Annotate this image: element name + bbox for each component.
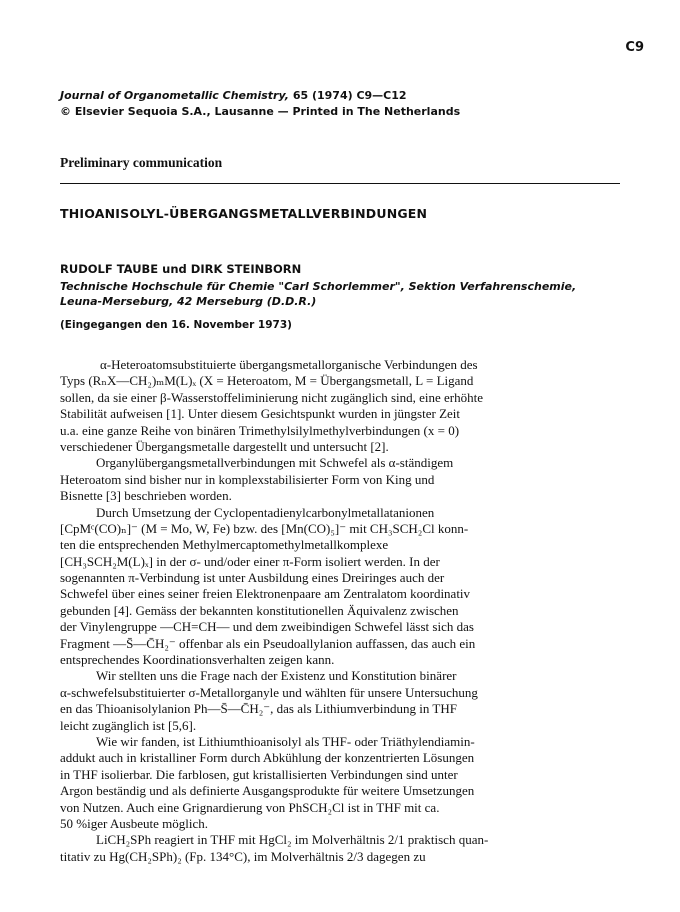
journal-citation [60,88,460,104]
affiliation-line: Leuna-Merseburg, 42 Merseburg (D.D.R.) [60,295,317,308]
body-line: Schwefel über eines seiner freien Elektronenpaare am Zentralatom koordinativ [60,586,471,602]
body-line: Fragment —S̄—C̄H₂⁻ offenbar als ein Pseudoallylanion auffassen, das auch ein [60,635,476,651]
affiliation-line: Technische Hochschule für Chemie "Carl Schorlemmer", Sektion Verfahrenschemie, [60,280,577,293]
body-line: α-Heteroatomsubstituierte übergangsmetallorganische Verbindungen des [100,357,478,372]
body-line: Argon beständig und als definierte Ausgangsprodukte für weitere Umsetzungen [60,783,475,799]
body-line: leicht zugänglich ist [5,6]. [60,717,197,733]
body-line: Wie wir fanden, ist Lithiumthioanisolyl als THF- oder Triäthylendiamin- [96,733,475,749]
journal-reference [60,88,460,120]
authors: RUDOLF TAUBE und DIRK STEINBORN [60,262,302,276]
body-line: en das Thioanisolylanion Ph—S̄—C̄H₂⁻, das als Lithiumverbindung in THF [60,701,457,717]
divider [60,183,620,184]
body-line: Durch Umsetzung der Cyclopentadienylcarbonylmetallatanionen [96,504,435,520]
body-line: [CpMᶜ(CO)ₙ]⁻ (M = Mo, W, Fe) bzw. des [Mn(CO)₅]⁻ mit CH₃SCH₂Cl konn- [60,520,469,536]
body-line: verschiedener Übergangsmetalle dargestellt und untersucht [2]. [60,438,389,454]
body-line: 50 %iger Ausbeute möglich. [60,815,209,831]
body-line: Bisnette [3] beschrieben worden. [60,488,232,504]
body-line: Typs (RₙX—CH₂)ₘM(L)ₓ (X = Heteroatom, M = Übergangsmetall, L = Ligand [60,373,474,389]
body-line: addukt auch in kristalliner Form durch Abkühlung der konzentrierten Lösungen [60,750,475,766]
body-line: sogenannten π-Verbindung ist unter Ausbildung eines Dreiringes auch der [60,570,445,586]
affiliation [60,279,576,309]
journal-name: Journal of Organometallic Chemistry, [60,89,289,102]
body-line: Organylübergangsmetallverbindungen mit Schwefel als α-ständigem [96,455,454,471]
body-line: ten die entsprechenden Methylmercaptomethylmetallkomplexe [60,537,389,553]
body-line: Stabilität aufweisen [1]. Unter diesem Gesichtspunkt wurden in jüngster Zeit [60,406,461,422]
body-line: [CH₃SCH₂M(L)ₓ] in der σ- und/oder einer π-Form isoliert werden. In der [60,553,440,569]
body-line: titativ zu Hg(CH₂SPh)₂ (Fp. 134°C), im Molverhältnis 2/3 dagegen zu [60,848,426,864]
body-line: LiCH₂SPh reagiert in THF mit HgCl₂ im Molverhältnis 2/1 praktisch quan- [96,832,489,848]
body-line: Wir stellten uns die Frage nach der Existenz und Konstitution binärer [96,668,457,684]
body-line: in THF isolierbar. Die farblosen, gut kristallisierten Verbindungen sind unter [60,766,458,782]
body-line: u.a. eine ganze Reihe von binären Trimethylsilylmethylverbindungen (x = 0) [60,422,460,438]
body-line: von Nutzen. Auch eine Grignardierung von PhSCH₂Cl ist in THF mit ca. [60,799,440,815]
body-text [60,357,622,865]
body-line: gebunden [4]. Gemäss der bekannten konstitutionellen Äquivalenz zwischen [60,602,459,618]
received-date: (Eingegangen den 16. November 1973) [60,319,292,331]
page-number: C9 [625,40,644,55]
body-line: sollen, da sie einer β-Wasserstoffeliminierung nicht zugänglich sind, eine erhöhte [60,389,484,405]
body-line: entsprechendes Koordinationsverhalten zeigen kann. [60,652,335,668]
body-line: Heteroatom sind bisher nur in komplexstabilisierter Form von King und [60,471,435,487]
section-label: Preliminary communication [60,155,223,170]
body-line: der Vinylengruppe —CH=CH— und dem zweibindigen Schwefel lässt sich das [60,619,474,635]
body-line: α-schwefelsubstituierter σ-Metallorganyle und wählten für unsere Untersuchung [60,684,478,700]
journal-volume: 65 (1974) C9—C12 [288,89,407,102]
publisher-line: © Elsevier Sequoia S.A., Lausanne — Printed in The Netherlands [60,105,461,118]
paper-title: THIOANISOLYL-ÜBERGANGSMETALLVERBINDUNGEN [60,206,428,221]
